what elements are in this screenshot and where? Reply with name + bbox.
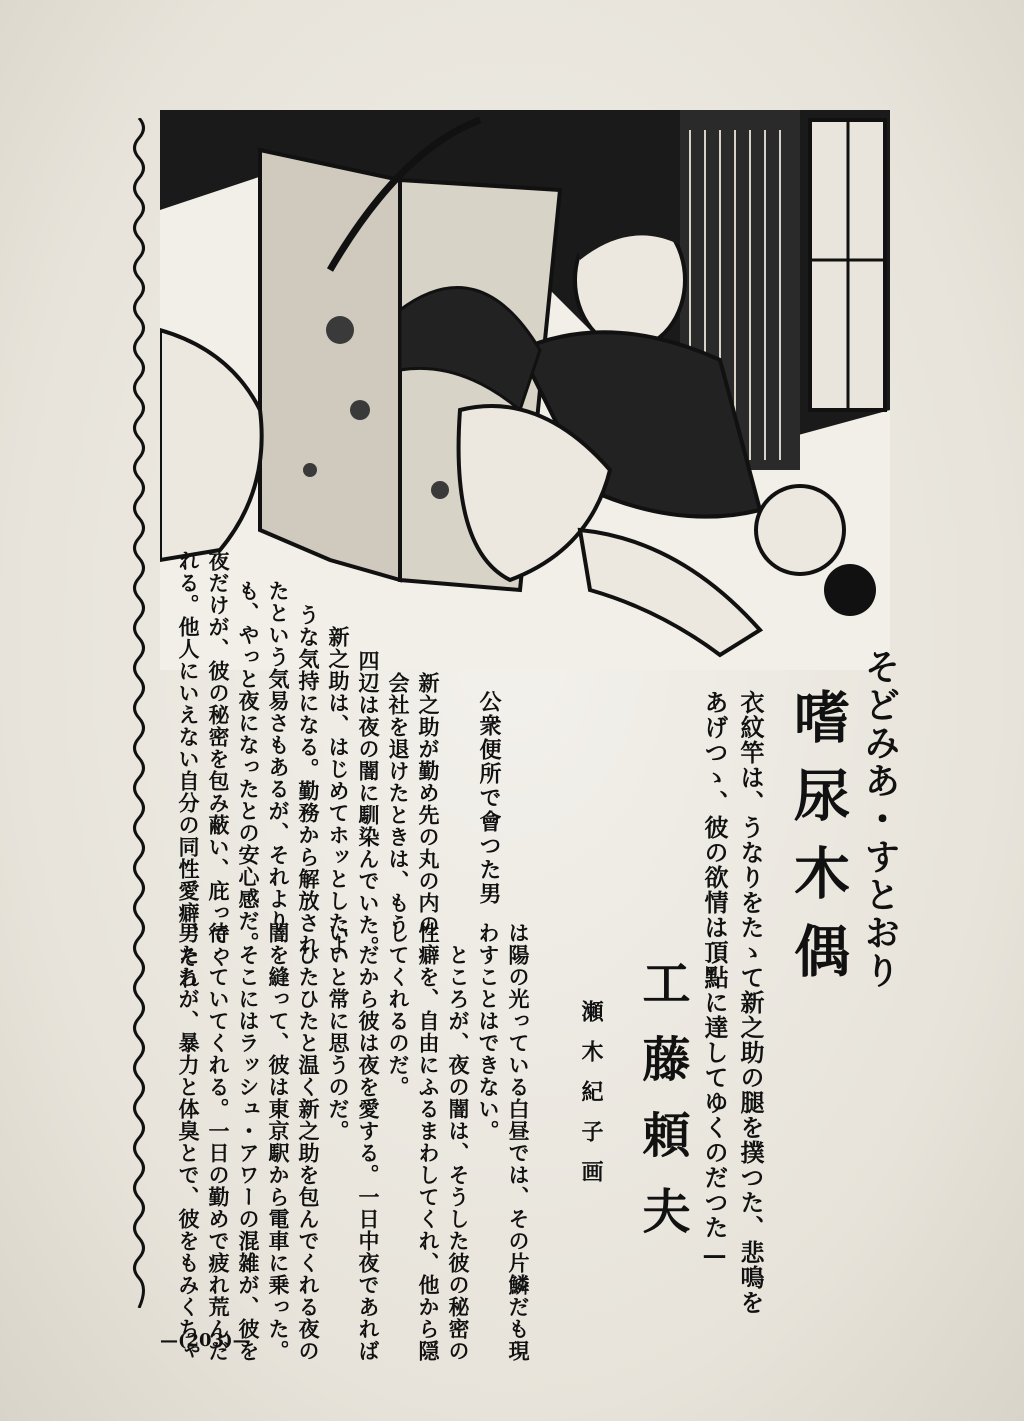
body-line: 闇を縫って、彼は東京駅から電車に乗った。 (266, 922, 291, 1362)
lead-line-1: 衣紋竿は、うなりをたゝて新之助の腿を撲つた、悲鳴を (736, 690, 765, 1315)
body-line: 性癖を、自由にふるまわしてくれ、他から隠 (416, 922, 441, 1362)
page-number: —(203)— (160, 1330, 251, 1351)
illustrator-credit: 瀬木紀子画 (578, 1000, 604, 1200)
body-line: わすことはできない。 (476, 922, 501, 1142)
body-line: も、やっと夜になったとの安心感だ。 (236, 580, 261, 954)
body-line: そこにはラッシュ・アワーの混雑が、彼を (236, 944, 261, 1362)
section-heading: 公衆便所で會つた男 (476, 690, 502, 906)
body-line: れる。他人にいえない自分の同性愛癖、それ (176, 550, 201, 990)
body-line: たという気易さもあるが、それより (266, 580, 291, 932)
body-line: うな気持になる。勤務から解放され (296, 604, 321, 956)
wavy-border-ornament (128, 118, 150, 1308)
body-line: ところが、夜の闇は、そうした彼の秘密の (446, 944, 471, 1362)
body-line: 新之助が勤め先の丸の内の (416, 672, 441, 936)
body-line: は陽の光っている白昼では、その片鱗だも現 (506, 922, 531, 1362)
body-line: 男たちが、暴力と体臭とで、彼をもみくちゃ (176, 922, 201, 1362)
body-line: ひたひたと温く新之助を包んでくれる夜の (296, 944, 321, 1362)
author-name: 工藤頼夫 (634, 958, 690, 1262)
body-line: 会社を退けたときは、もう (386, 672, 411, 936)
body-line: いいと常に思うのだ。 (326, 922, 351, 1142)
body-line: だから彼は夜を愛する。一日中夜であれば (356, 944, 381, 1362)
body-line: してくれるのだ。 (386, 922, 411, 1098)
body-line: 四辺は夜の闇に馴染んでいた。 (356, 650, 381, 958)
main-title: 嗜尿木偶 (785, 688, 851, 1000)
series-title: そどみあ・すとおり (859, 648, 901, 990)
body-line: 待っていてくれる。一日の勤めで疲れ荒んだ (206, 922, 231, 1362)
lead-line-2: あげつゝ、彼の欲情は頂點に達してゆくのだつた— (700, 690, 729, 1270)
body-line: 新之助は、はじめてホッとしたよ (326, 626, 351, 956)
body-line: 夜だけが、彼の秘密を包み蔽い、庇ってく (206, 550, 231, 968)
